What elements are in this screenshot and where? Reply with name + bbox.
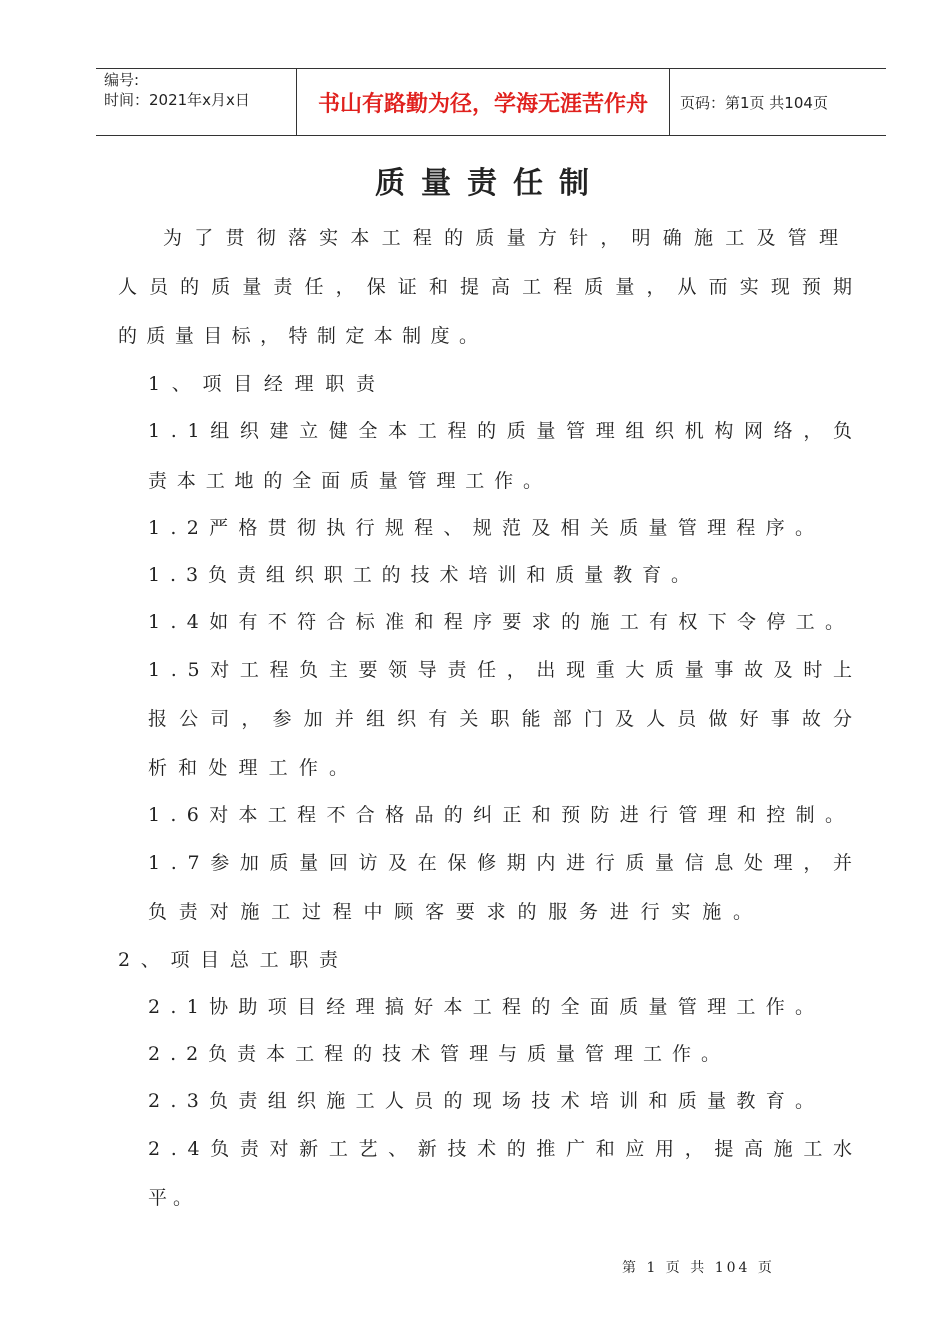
body-line: 1.4如有不符合标准和程序要求的施工有权下令停工。 [148, 611, 855, 633]
body-line: 1、项目经理职责 [148, 373, 387, 395]
page-header [96, 68, 886, 136]
body-line: 负责对施工过程中顾客要求的服务进行实施。 [148, 901, 764, 923]
body-line: 的质量目标，特制定本制度。 [118, 325, 488, 347]
body-line: 报公司，参加并组织有关职能部门及人员做好事故分 [148, 708, 865, 730]
body-line: 责本工地的全面质量管理工作。 [148, 470, 552, 492]
body-line: 1.1组织建立健全本工程的质量管理组织机构网络，负 [148, 420, 863, 442]
header-page-info: 页码：第1页 共104页 [680, 93, 828, 112]
document-title: 质量责任制 [375, 166, 605, 201]
body-line: 2.3负责组织施工人员的现场技术培训和质量教育。 [148, 1090, 825, 1112]
document-time: 时间：2021年x月x日 [104, 91, 250, 109]
body-line: 1.7参加质量回访及在保修期内进行质量信息处理，并 [148, 852, 863, 874]
body-line: 析和处理工作。 [148, 757, 360, 779]
header-motto: 书山有路勤为径，学海无涯苦作舟 [317, 91, 648, 117]
body-line: 1.3负责组织职工的技术培训和质量教育。 [148, 564, 700, 586]
body-line: 2.1协助项目经理搞好本工程的全面质量管理工作。 [148, 996, 825, 1018]
body-line: 2.2负责本工程的技术管理与质量管理工作。 [148, 1043, 730, 1065]
body-line: 人员的质量责任，保证和提高工程质量，从而实现预期 [118, 276, 865, 298]
body-line: 2.4负责对新工艺、新技术的推广和应用，提高施工水 [148, 1138, 863, 1160]
page-footer: 第 1 页 共 104 页 [622, 1260, 775, 1276]
body-line: 1.6对本工程不合格品的纠正和预防进行管理和控制。 [148, 804, 855, 826]
header-motto-cell [297, 69, 670, 135]
header-meta [96, 69, 297, 135]
body-line: 为了贯彻落实本工程的质量方针，明确施工及管理 [163, 227, 851, 249]
header-page-info-cell [670, 69, 886, 135]
body-line: 2、项目总工职责 [118, 949, 349, 971]
body-line: 1.2严格贯彻执行规程、规范及相关质量管理程序。 [148, 517, 825, 539]
body-line: 1.5对工程负主要领导责任，出现重大质量事故及时上 [148, 659, 863, 681]
document-number-label: 编号: [104, 71, 140, 89]
body-line: 平。 [148, 1187, 198, 1209]
